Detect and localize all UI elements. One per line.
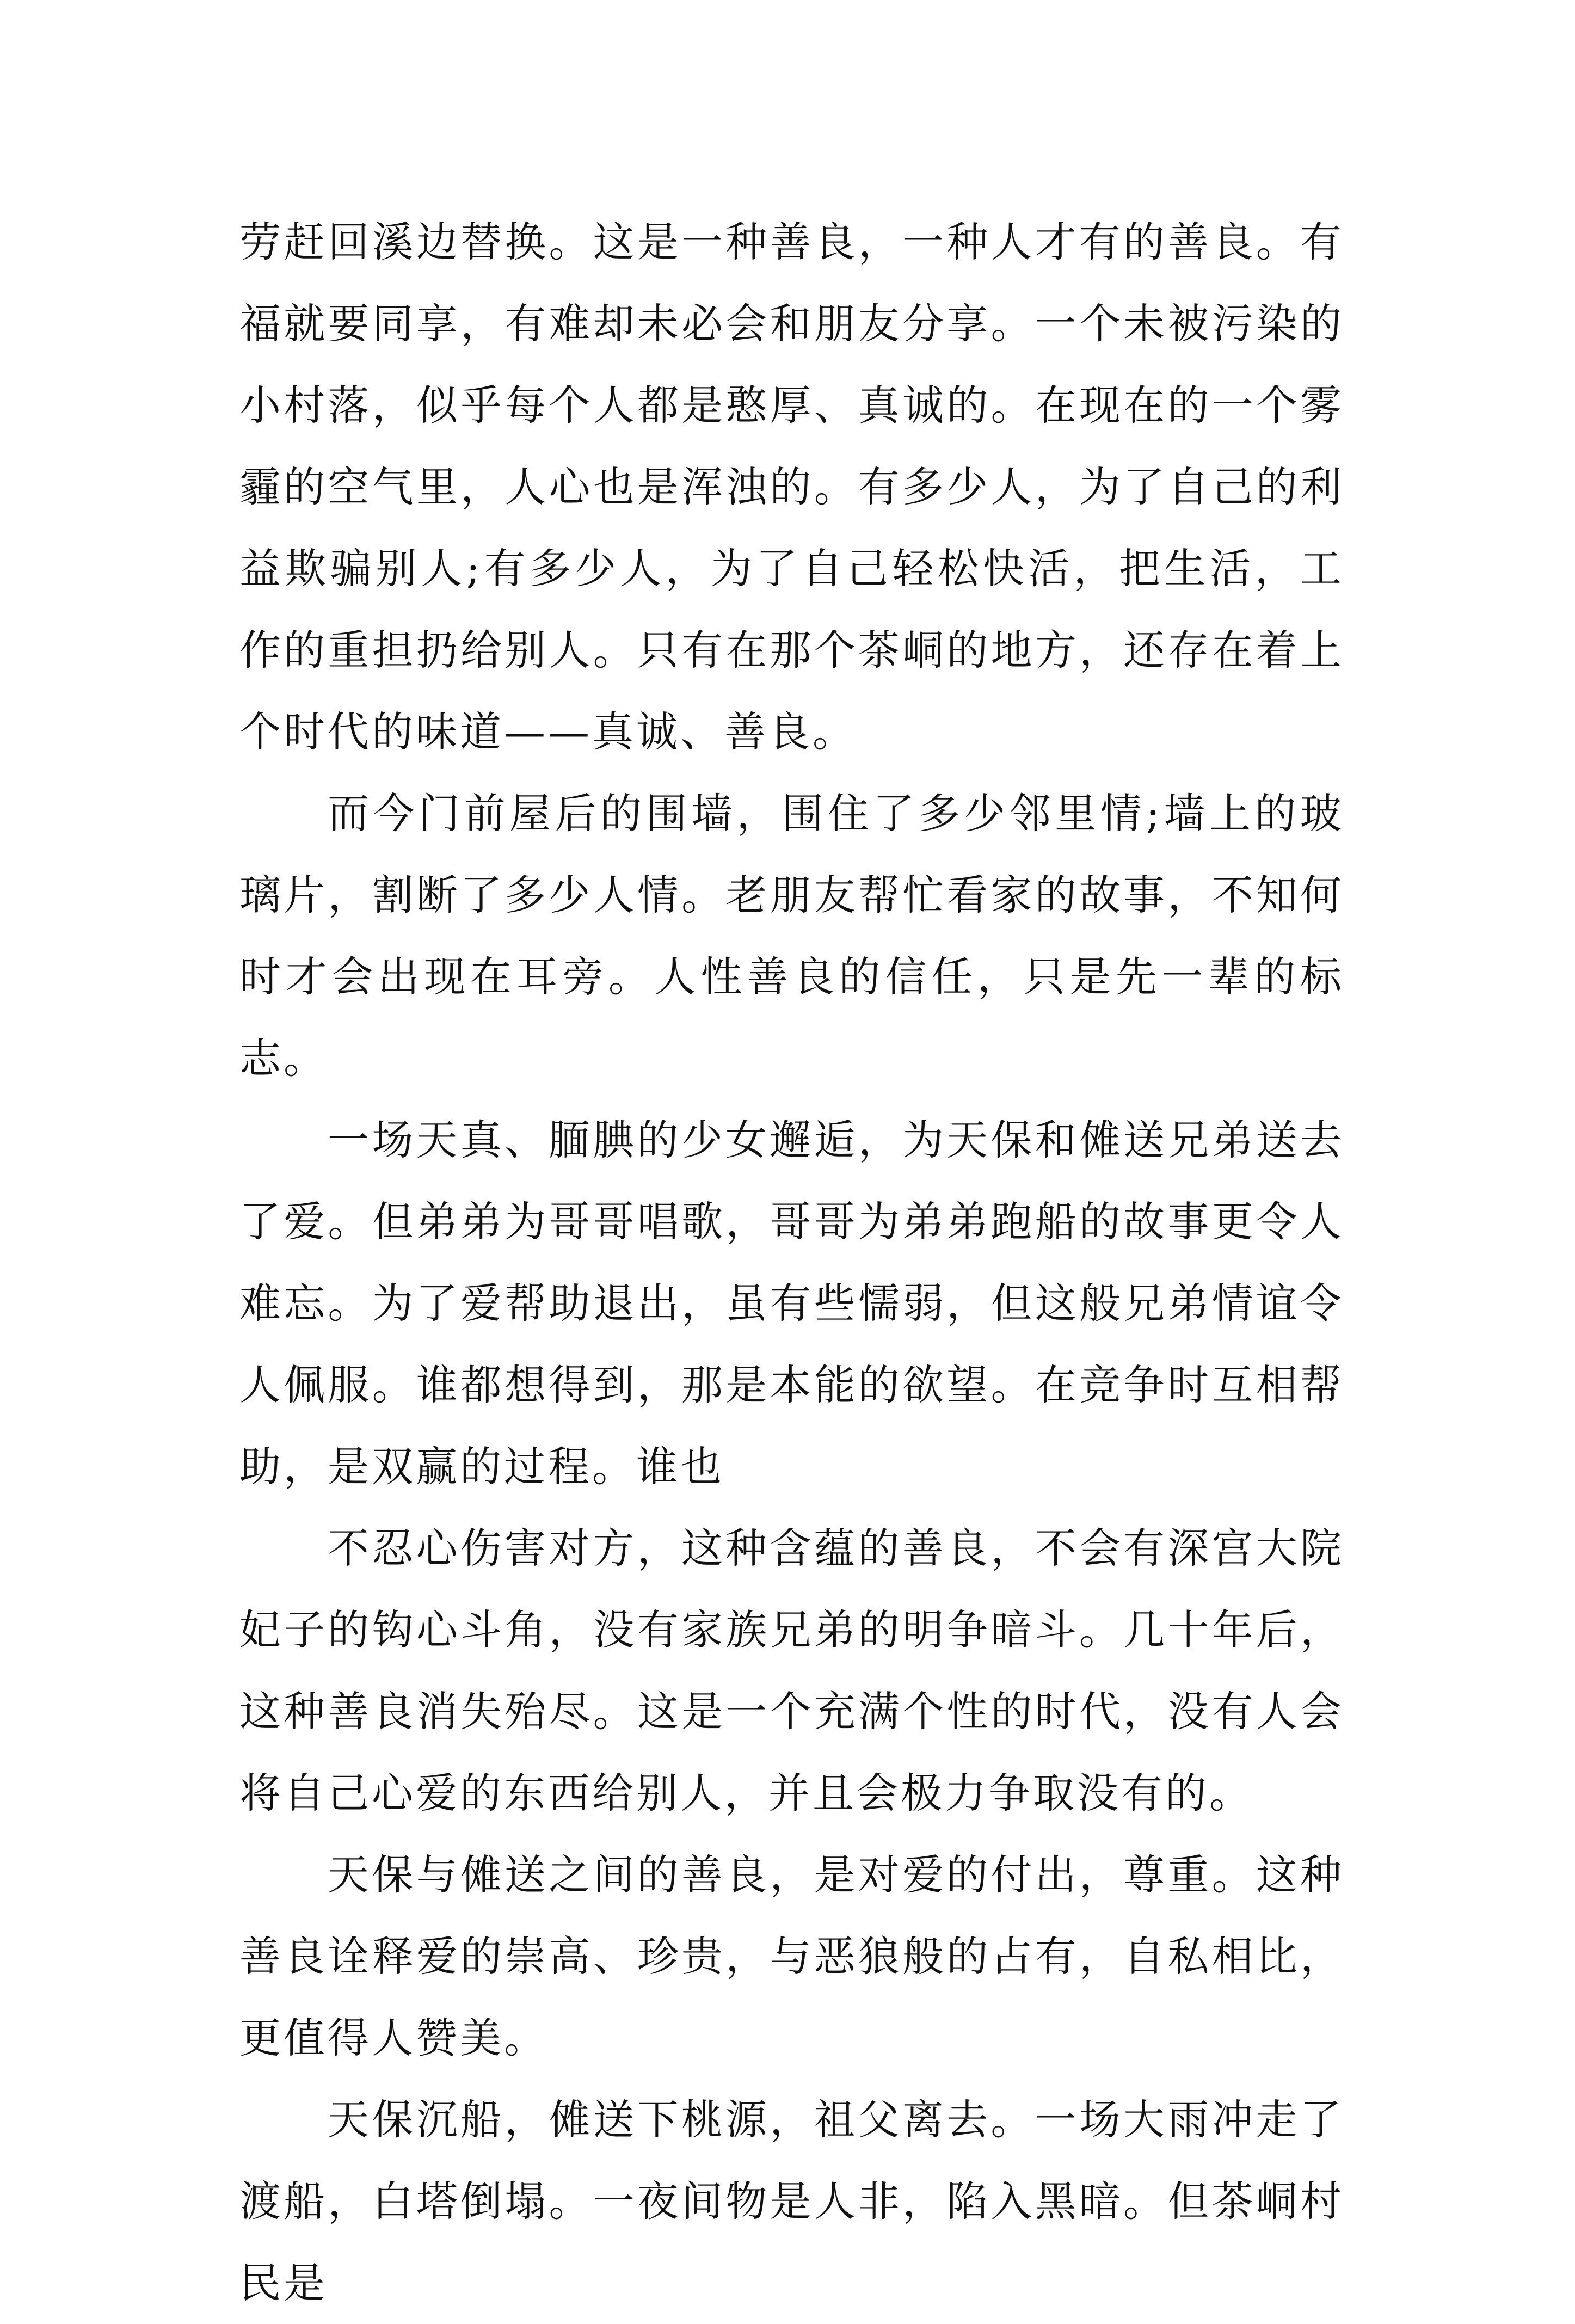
paragraph: 不忍心伤害对方，这种含蕴的善良，不会有深宫大院妃子的钩心斗角，没有家族兄弟的明争暗斗。几十年后，这种善良消失殆尽。这是一个充满个性的时代，没有人会将自己心爱的东西给别人，并且会极力争取没有的。 bbox=[239, 1524, 1344, 1817]
paragraph: 一场天真、腼腆的少女邂逅，为天保和傩送兄弟送去了爱。但弟弟为哥哥唱歌，哥哥为弟弟跑船的故事更令人难忘。为了爱帮助退出，虽有些懦弱，但这般兄弟情谊令人佩服。谁都想得到，那是本能的欲望。在竞争时互相帮助，是双赢的过程。谁也 bbox=[239, 1116, 1344, 1491]
paragraph: 天保与傩送之间的善良，是对爱的付出，尊重。这种善良诠释爱的崇高、珍贵，与恶狼般的占有，自私相比，更值得人赞美。 bbox=[239, 1850, 1344, 2062]
paragraph: 劳赶回溪边替换。这是一种善良，一种人才有的善良。有福就要同享，有难却未必会和朋友分享。一个未被污染的小村落，似乎每个人都是憨厚、真诚的。在现在的一个雾霾的空气里，人心也是浑浊的。有多少人，为了自己的利益欺骗别人;有多少人，为了自己轻松快活，把生活，工作的重担扔给别人。只有在那个茶峒的地方，还存在着上个时代的味道——真诚、善良。 bbox=[239, 218, 1344, 756]
body-text bbox=[239, 201, 1344, 2324]
paragraph: 而今门前屋后的围墙，围住了多少邻里情;墙上的玻璃片，割断了多少人情。老朋友帮忙看家的故事，不知何时才会出现在耳旁。人性善良的信任，只是先一辈的标志。 bbox=[239, 789, 1344, 1083]
paragraph: 天保沉船，傩送下桃源，祖父离去。一场大雨冲走了渡船，白塔倒塌。一夜间物是人非，陷入黑暗。但茶峒村民是 bbox=[239, 2095, 1344, 2307]
